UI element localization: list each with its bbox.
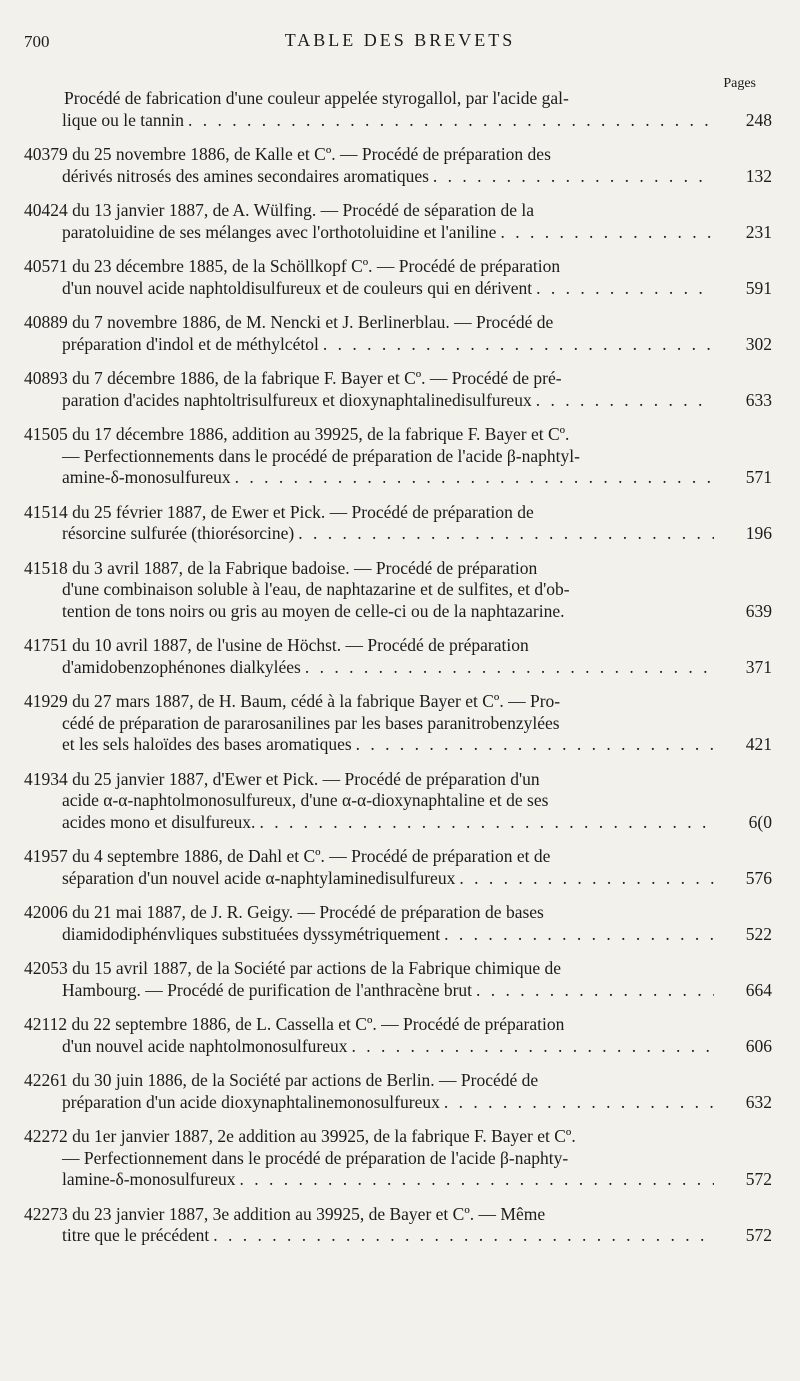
- entry-page-number: 591: [745, 277, 772, 298]
- entry-line: 40889 du 7 novembre 1886, de M. Nencki et J. Berlinerblau. — Procédé de: [24, 312, 554, 332]
- entry-line: tention de tons noirs ou gris au moyen de celle-ci ou de la naphtazarine.: [62, 600, 565, 621]
- entry-line: d'une combinaison soluble à l'eau, de naphtazarine et de sulfites, et d'ob-: [62, 579, 570, 599]
- leader-dots: [209, 1225, 714, 1247]
- running-title: TABLE DES BREVETS: [284, 30, 516, 50]
- entry-line: dérivés nitrosés des amines secondaires aromatiques: [62, 165, 429, 186]
- entry-page-number: 421: [745, 734, 772, 754]
- entry-page-number: 6(0: [748, 811, 772, 832]
- entry-page-number: 639: [745, 600, 772, 621]
- leader-dots: [440, 924, 714, 946]
- entry-last-line: [24, 110, 772, 132]
- patent-entry: [24, 312, 772, 355]
- entry-line: 41751 du 10 avril 1887, de l'usine de Höchst. — Procédé de préparation: [24, 635, 529, 655]
- patent-entry: [24, 902, 772, 945]
- entry-line: 41957 du 4 septembre 1886, de Dahl et Cº. — Procédé de préparation et de: [24, 846, 551, 866]
- entry-line: séparation d'un nouvel acide α-naphtylaminedisulfureux: [62, 867, 456, 888]
- entry-line: cédé de préparation de pararosanilines par les bases paranitrobenzylées: [62, 712, 560, 733]
- patent-entry: [24, 424, 772, 489]
- entry-line: 42006 du 21 mai 1887, de J. R. Geigy. — Procédé de préparation de bases: [24, 902, 544, 922]
- leader-dots: [235, 1169, 714, 1191]
- patent-entries-list: [24, 88, 772, 1260]
- patent-entry: [24, 635, 772, 678]
- entry-last-line: [24, 601, 772, 623]
- leader-dots: [301, 657, 714, 679]
- pages-column-label: Pages: [723, 76, 756, 91]
- leader-dots: [472, 980, 714, 1002]
- entry-page-number: 302: [745, 333, 772, 354]
- entry-last-line: [24, 980, 772, 1002]
- leader-dots: [319, 334, 714, 356]
- patent-entry: [24, 1204, 772, 1247]
- entry-line: et les sels haloïdes des bases aromatiques: [62, 734, 352, 754]
- leader-dots: [184, 110, 714, 132]
- entry-page-number: 196: [745, 523, 772, 543]
- leader-dots: [429, 166, 714, 188]
- entry-line: 42261 du 30 juin 1886, de la Société par actions de Berlin. — Procédé de: [24, 1070, 539, 1090]
- patent-entry: [24, 691, 772, 756]
- entry-page-number: 576: [745, 867, 772, 888]
- patent-entry: [24, 88, 772, 131]
- entry-line: diamidodiphénvliques substituées dyssymétriquement: [62, 923, 441, 944]
- entry-last-line: [24, 734, 772, 756]
- entry-page-number: 231: [745, 221, 772, 242]
- entry-line: 40893 du 7 décembre 1886, de la fabrique F. Bayer et Cº. — Procédé de pré-: [24, 368, 562, 388]
- patent-entry: [24, 1014, 772, 1057]
- entry-line: lique ou le tannin: [62, 109, 184, 130]
- entry-page-number: 132: [745, 165, 772, 186]
- entry-page-number: 248: [745, 109, 772, 130]
- entry-last-line: [24, 1169, 772, 1191]
- entry-last-line: [24, 812, 772, 834]
- page-number: 700: [24, 32, 50, 51]
- entry-line: acides mono et disulfureux.: [62, 811, 256, 832]
- leader-dots: [532, 278, 714, 300]
- entry-line: 42112 du 22 septembre 1886, de L. Cassella et Cº. — Procédé de préparation: [24, 1014, 565, 1034]
- leader-dots: [255, 812, 714, 834]
- entry-last-line: [24, 657, 772, 679]
- entry-page-number: 664: [745, 979, 772, 1000]
- patent-entry: [24, 769, 772, 834]
- patent-entry: [24, 256, 772, 299]
- patent-entry: [24, 502, 772, 545]
- entry-line: d'amidobenzophénones dialkylées: [62, 656, 301, 677]
- entry-line: Procédé de fabrication d'une couleur appelée styrogallol, par l'acide gal-: [64, 88, 569, 108]
- entry-line: préparation d'un acide dioxynaphtalinemonosulfureux: [62, 1091, 440, 1112]
- entry-line: 42272 du 1er janvier 1887, 2e addition au 39925, de la fabrique F. Bayer et Cº.: [24, 1126, 576, 1146]
- patent-entry: [24, 558, 772, 623]
- entry-last-line: [24, 523, 772, 545]
- entry-line: paratoluidine de ses mélanges avec l'orthotoluidine et l'aniline: [62, 221, 497, 242]
- entry-line: d'un nouvel acide naphtoldisulfureux et de couleurs qui en dérivent: [62, 277, 533, 298]
- entry-line: amine-δ-monosulfureux: [62, 467, 231, 487]
- entry-page-number: 606: [745, 1035, 772, 1056]
- page-header: [0, 26, 800, 56]
- entry-line: acide α-α-naphtolmonosulfureux, d'une α-α-dioxynaphtaline et de ses: [62, 790, 549, 810]
- leader-dots: [532, 390, 714, 412]
- entry-last-line: [24, 278, 772, 300]
- entry-line: Hambourg. — Procédé de purification de l'anthracène brut: [62, 979, 473, 1000]
- entry-page-number: 371: [745, 656, 772, 677]
- leader-dots: [231, 467, 714, 489]
- entry-line: 40571 du 23 décembre 1885, de la Schöllkopf Cº. — Procédé de préparation: [24, 256, 561, 276]
- entry-page-number: 522: [745, 923, 772, 944]
- entry-page-number: 632: [745, 1091, 772, 1112]
- entry-last-line: [24, 924, 772, 946]
- entry-line: 42053 du 15 avril 1887, de la Société par actions de la Fabrique chimique de: [24, 958, 562, 978]
- patent-entry: [24, 958, 772, 1001]
- patent-entry: [24, 200, 772, 243]
- entry-line: — Perfectionnements dans le procédé de préparation de l'acide β-naphtyl-: [62, 445, 580, 466]
- entry-last-line: [24, 1092, 772, 1114]
- entry-line: 41514 du 25 février 1887, de Ewer et Pick. — Procédé de préparation de: [24, 501, 534, 522]
- patent-entry: [24, 1126, 772, 1191]
- patent-entry: [24, 368, 772, 411]
- patent-entry: [24, 846, 772, 889]
- entry-line: — Perfectionnement dans le procédé de préparation de l'acide β-naphty-: [62, 1147, 569, 1168]
- entry-page-number: 572: [745, 1225, 772, 1245]
- leader-dots: [455, 868, 714, 890]
- entry-last-line: [24, 1225, 772, 1247]
- entry-line: 42273 du 23 janvier 1887, 3e addition au 39925, de Bayer et Cº. — Même: [24, 1203, 546, 1224]
- entry-line: résorcine sulfurée (thiorésorcine): [62, 523, 295, 543]
- entry-line: titre que le précédent: [62, 1225, 210, 1245]
- entry-line: lamine-δ-monosulfureux: [62, 1169, 236, 1189]
- entry-line: 41934 du 25 janvier 1887, d'Ewer et Pick. — Procédé de préparation d'un: [24, 768, 540, 789]
- entry-last-line: [24, 868, 772, 890]
- entry-last-line: [24, 1036, 772, 1058]
- entry-line: 41505 du 17 décembre 1886, addition au 39925, de la fabrique F. Bayer et Cº.: [24, 424, 570, 444]
- entry-last-line: [24, 166, 772, 188]
- entry-line: 40379 du 25 novembre 1886, de Kalle et Cº. — Procédé de préparation des: [24, 144, 551, 164]
- entry-last-line: [24, 222, 772, 244]
- entry-line: préparation d'indol et de méthylcétol: [62, 333, 319, 354]
- entry-last-line: [24, 390, 772, 412]
- patent-entry: [24, 144, 772, 187]
- entry-page-number: 633: [745, 389, 772, 410]
- entry-line: d'un nouvel acide naphtolmonosulfureux: [62, 1035, 348, 1056]
- leader-dots: [352, 734, 714, 756]
- entry-line: 41929 du 27 mars 1887, de H. Baum, cédé à la fabrique Bayer et Cº. — Pro-: [24, 691, 561, 711]
- entry-page-number: 571: [745, 467, 772, 487]
- leader-dots: [496, 222, 714, 244]
- entry-line: paration d'acides naphtoltrisulfureux et dioxynaphtalinedisulfureux: [62, 389, 532, 410]
- entry-line: 40424 du 13 janvier 1887, de A. Wülfing. — Procédé de séparation de la: [24, 200, 534, 220]
- leader-dots: [440, 1092, 714, 1114]
- entry-page-number: 572: [745, 1169, 772, 1189]
- patent-entry: [24, 1070, 772, 1113]
- entry-line: 41518 du 3 avril 1887, de la Fabrique badoise. — Procédé de préparation: [24, 557, 538, 578]
- leader-dots: [348, 1036, 714, 1058]
- leader-dots: [294, 523, 714, 545]
- entry-last-line: [24, 467, 772, 489]
- entry-last-line: [24, 334, 772, 356]
